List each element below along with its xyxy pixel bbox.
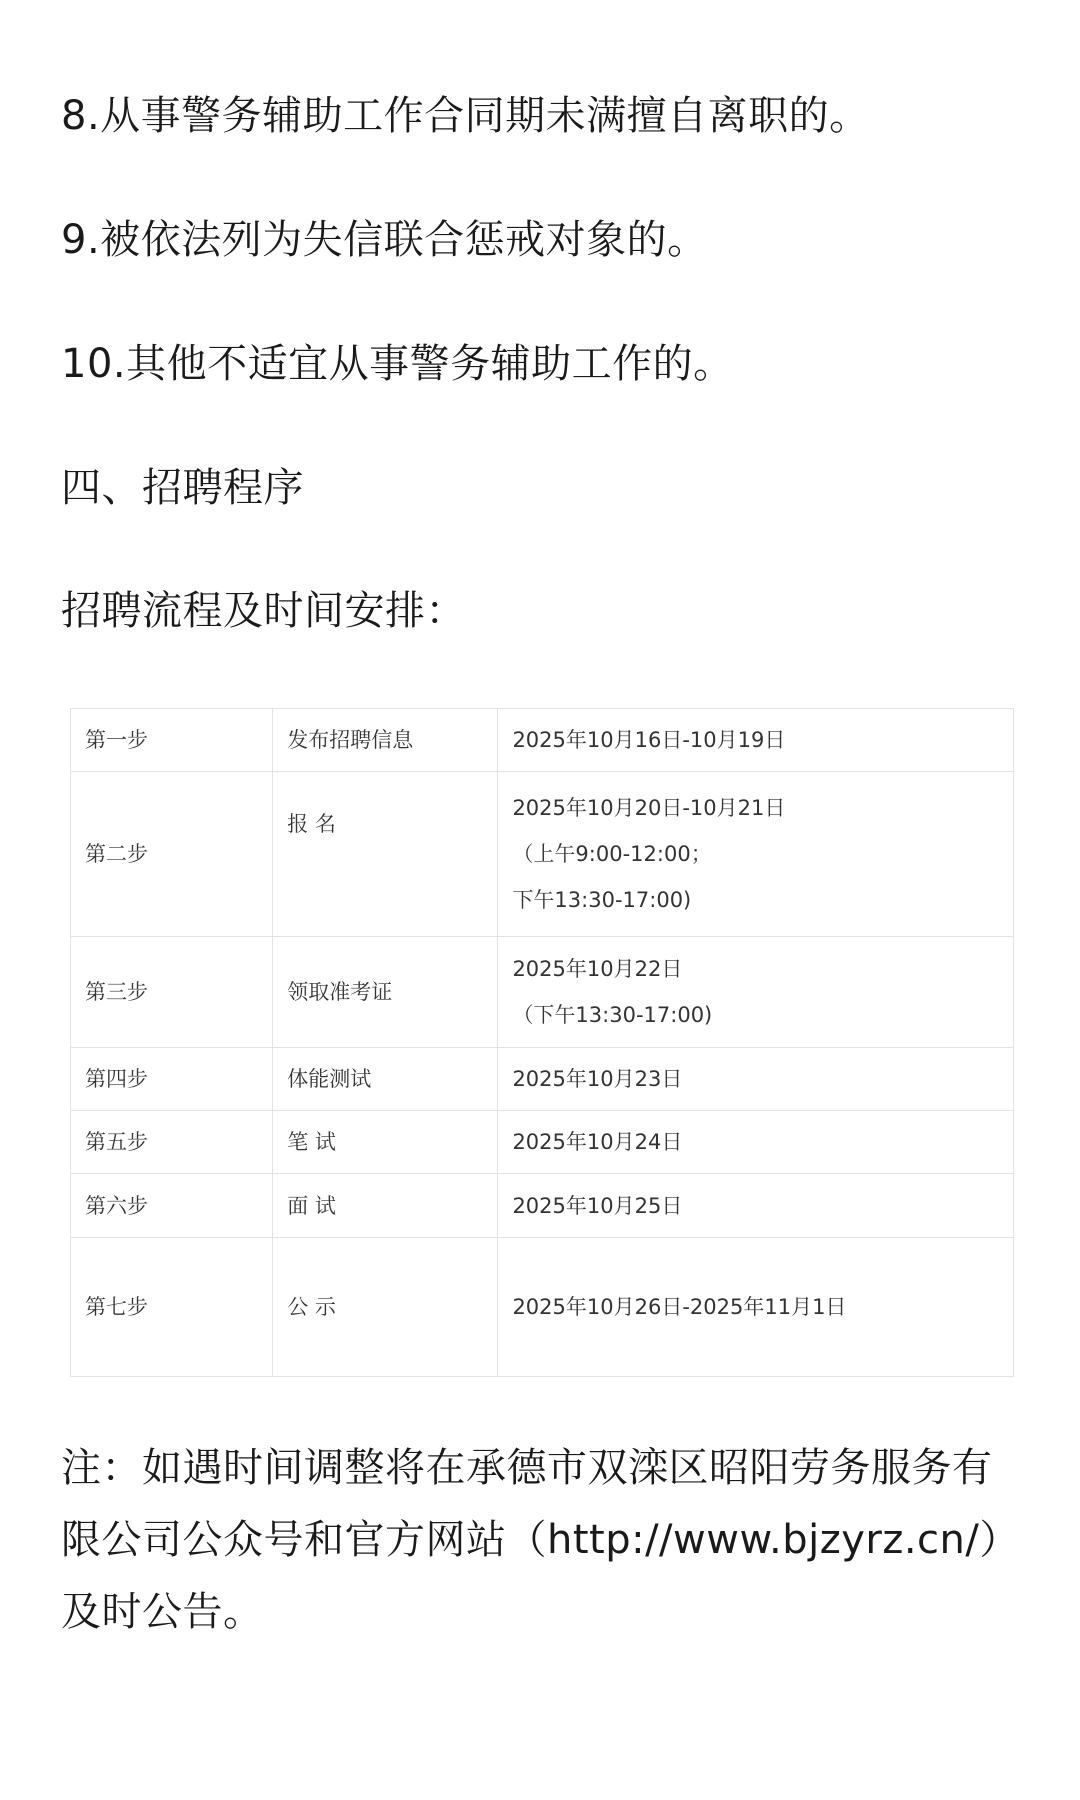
- time-cell: [498, 1111, 1014, 1174]
- time-line: 下午13:30-17:00): [512, 888, 692, 912]
- item-cell: 体能测试: [273, 1048, 498, 1111]
- step-cell: 第一步: [71, 709, 273, 772]
- item-cell: [273, 772, 498, 937]
- time-line: （下午13:30-17:00): [512, 1003, 713, 1027]
- step-cell: 第二步: [71, 772, 273, 937]
- step-cell: 第三步: [71, 937, 273, 1048]
- step-cell: 第七步: [71, 1238, 273, 1377]
- time-line: 2025年10月22日: [512, 957, 683, 981]
- time-line: （上午9:00-12:00；: [512, 842, 712, 866]
- table-row: [71, 1238, 1014, 1377]
- step-cell: 第四步: [71, 1048, 273, 1111]
- table-row: [71, 937, 1014, 1048]
- time-cell: [498, 772, 1014, 937]
- item-label: 报 名: [287, 812, 336, 836]
- time-line: 2025年10月23日: [512, 1067, 683, 1091]
- time-cell: [498, 709, 1014, 772]
- time-line: 2025年10月26日-2025年11月1日: [512, 1295, 847, 1319]
- step-cell: 第五步: [71, 1111, 273, 1174]
- time-cell: [498, 937, 1014, 1048]
- item-cell: 笔 试: [273, 1111, 498, 1174]
- schedule-intro: 招聘流程及时间安排：: [61, 588, 466, 634]
- time-line: 2025年10月25日: [512, 1193, 683, 1218]
- time-line: 2025年10月24日: [512, 1130, 683, 1154]
- item-cell: 公 示: [273, 1238, 498, 1377]
- table-row: [71, 1174, 1014, 1238]
- item-cell: 发布招聘信息: [273, 709, 498, 772]
- disqualification-item-8: 8.从事警务辅助工作合同期未满擅自离职的。: [61, 93, 870, 139]
- step-cell: 第六步: [71, 1174, 273, 1238]
- recruitment-schedule-table: [70, 708, 1014, 1377]
- item-cell: 面 试: [273, 1174, 498, 1238]
- time-cell: [498, 1238, 1014, 1377]
- time-cell: [498, 1174, 1014, 1238]
- time-line: 2025年10月20日-10月21日: [512, 796, 786, 820]
- table-row: [71, 1111, 1014, 1174]
- item-cell: 领取准考证: [273, 937, 498, 1048]
- disqualification-item-9: 9.被依法列为失信联合惩戒对象的。: [61, 217, 708, 263]
- time-cell: [498, 1048, 1014, 1111]
- table-row: [71, 772, 1014, 937]
- adjustment-note: 注：如遇时间调整将在承德市双滦区昭阳劳务服务有限公司公众号和官方网站（http://www.bjzyrz.cn/）及时公告。: [61, 1445, 1020, 1635]
- table-row: [71, 709, 1014, 772]
- time-line: 2025年10月16日-10月19日: [512, 728, 786, 752]
- disqualification-item-10: 10.其他不适宜从事警务辅助工作的。: [61, 341, 734, 387]
- table-row: [71, 1048, 1014, 1111]
- section-heading-recruitment-procedure: 四、招聘程序: [61, 465, 304, 511]
